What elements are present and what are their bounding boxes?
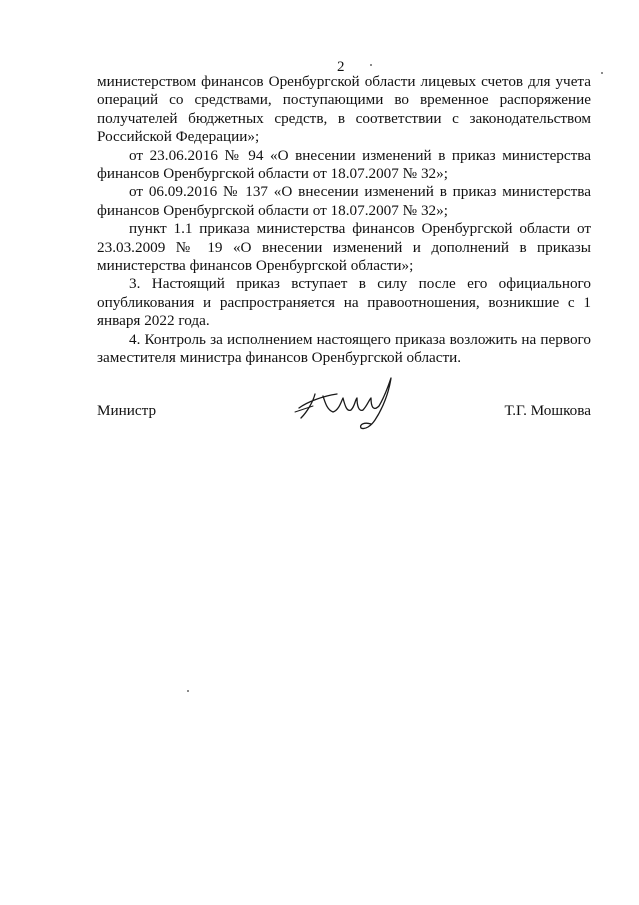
paragraph-order-19: пункт 1.1 приказа министерства финансов Оренбургской области от 23.03.2009 № 19 «О внесении изменений и дополнений в приказы министерства финансов Оренбургской области»; xyxy=(97,220,591,275)
paragraph-order-94: от 23.06.2016 № 94 «О внесении изменений в приказ министерства финансов Оренбургской области от 18.07.2007 № 32»; xyxy=(97,146,591,183)
scan-speck xyxy=(187,690,189,692)
scan-speck xyxy=(601,72,603,74)
signatory-name: Т.Г. Мошкова xyxy=(504,402,591,419)
signatory-title: Министр xyxy=(97,402,157,419)
paragraph-clause-continuation: министерством финансов Оренбургской области лицевых счетов для учета операций со средствами, поступающими во временное распоряжение получателей бюджетных средств, в соответствии с законодательством Российской Федерации»; xyxy=(97,73,591,146)
paragraph-effective-date: 3. Настоящий приказ вступает в силу после его официального опубликования и распространяется на правоотношения, возникшие с 1 января 2022 года. xyxy=(97,275,591,330)
handwritten-signature xyxy=(293,372,403,434)
paragraph-control: 4. Контроль за исполнением настоящего приказа возложить на первого заместителя министра финансов Оренбургской области. xyxy=(97,330,591,367)
page-number: 2 xyxy=(337,59,345,75)
paragraph-order-137: от 06.09.2016 № 137 «О внесении изменений в приказ министерства финансов Оренбургской области от 18.07.2007 № 32»; xyxy=(97,183,591,219)
scan-speck xyxy=(370,64,372,66)
document-body xyxy=(97,73,591,368)
